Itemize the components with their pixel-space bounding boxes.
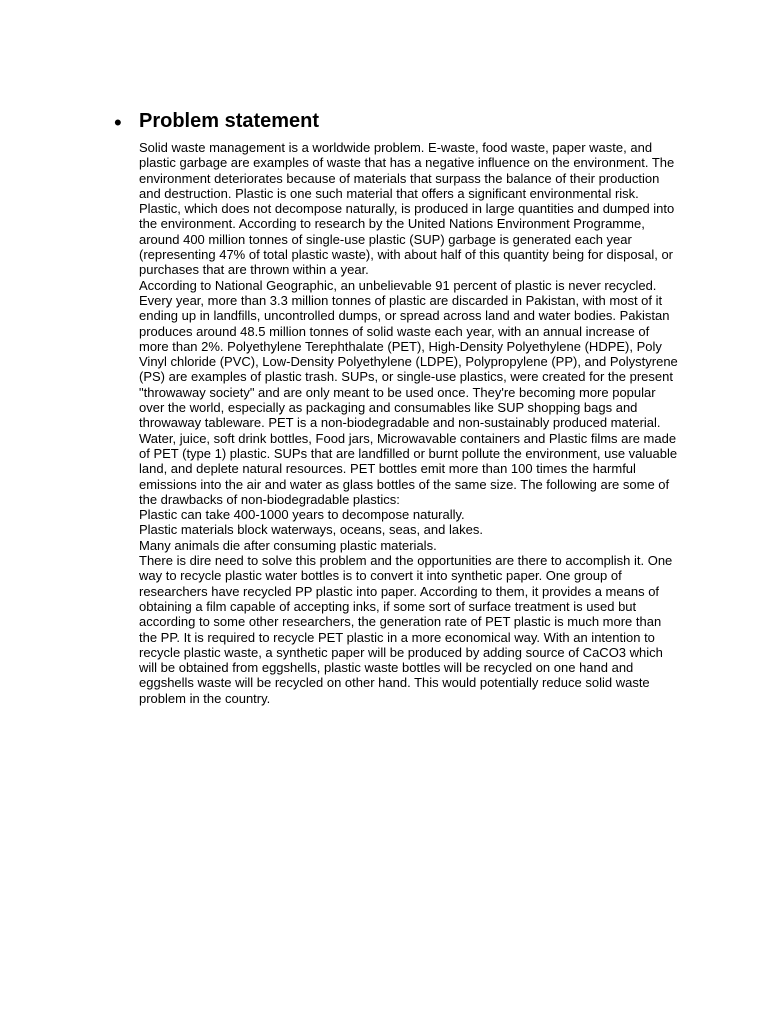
bullet-point: •	[114, 110, 122, 135]
section-heading-row	[112, 107, 672, 137]
drawback-line: Many animals die after consuming plastic materials.	[139, 537, 437, 553]
drawback-line: Plastic can take 400-1000 years to decompose naturally.	[139, 507, 465, 523]
drawback-line: Plastic materials block waterways, oceans, seas, and lakes.	[139, 522, 483, 538]
section-body	[139, 140, 679, 706]
section-heading: Problem statement	[139, 110, 320, 132]
paragraph-plastic-facts: According to National Geographic, an unbelievable 91 percent of plastic is never recycled. Every year, more than 3.3 million tonnes of plastic are discarded in Pakistan, with most of it ending up in landfills, uncontrolled dumps, or spread across land and water bodies. Pakistan produces around 48.5 million tonnes of solid waste each year, with an annual increase of more than 2%. Polyethylene Terephthalate (PET), High-Density Polyethylene (HDPE), Poly Vinyl chloride (PVC), Low-Density Polyethylene (LDPE), Polypropylene (PP), and Polystyrene (PS) are examples of plastic trash. SUPs, or single-use plastics, were created for the present "throwaway society" and are only meant to be used once. They're becoming more popular over the world, especially as packaging and consumables like SUP shopping bags and throwaway tableware. PET is a non-biodegradable and non-sustainably produced material. Water, juice, soft drink bottles, Food jars, Microwavable containers and Plastic films are made of PET (type 1) plastic. SUPs that are landfilled or burnt pollute the environment, use valuable land, and deplete natural resources. PET bottles emit more than 100 times the harmful emissions into the air and water as glass bottles of the same size. The following are some of the drawbacks of non-biodegradable plastics:	[139, 277, 678, 507]
paragraph-solution: There is dire need to solve this problem and the opportunities are there to accomplish it. One way to recycle plastic water bottles is to convert it into synthetic paper. One group of researchers have recycled PP plastic into paper. According to them, it provides a means of obtaining a film capable of accepting inks, if some sort of surface treatment is used but according to some other researchers, the generation rate of PET plastic is much more than the PP. It is required to recycle PET plastic in a more economical way. With an intention to recycle plastic waste, a synthetic paper will be produced by adding source of CaCO3 which will be obtained from eggshells, plastic waste bottles will be recycled on one hand and eggshells waste will be recycled on other hand. This would potentially reduce solid waste problem in the country.	[139, 553, 673, 706]
paragraph-intro: Solid waste management is a worldwide problem. E-waste, food waste, paper waste, and plastic garbage are examples of waste that has a negative influence on the environment. The environment deteriorates because of materials that surpass the balance of their production and destruction. Plastic is one such material that offers a significant environmental risk. Plastic, which does not decompose naturally, is produced in large quantities and dumped into the environment. According to research by the United Nations Environment Programme, around 400 million tonnes of single-use plastic (SUP) garbage is generated each year (representing 47% of total plastic waste), with about half of this quantity being for disposal, or purchases that are thrown within a year.	[139, 140, 675, 278]
